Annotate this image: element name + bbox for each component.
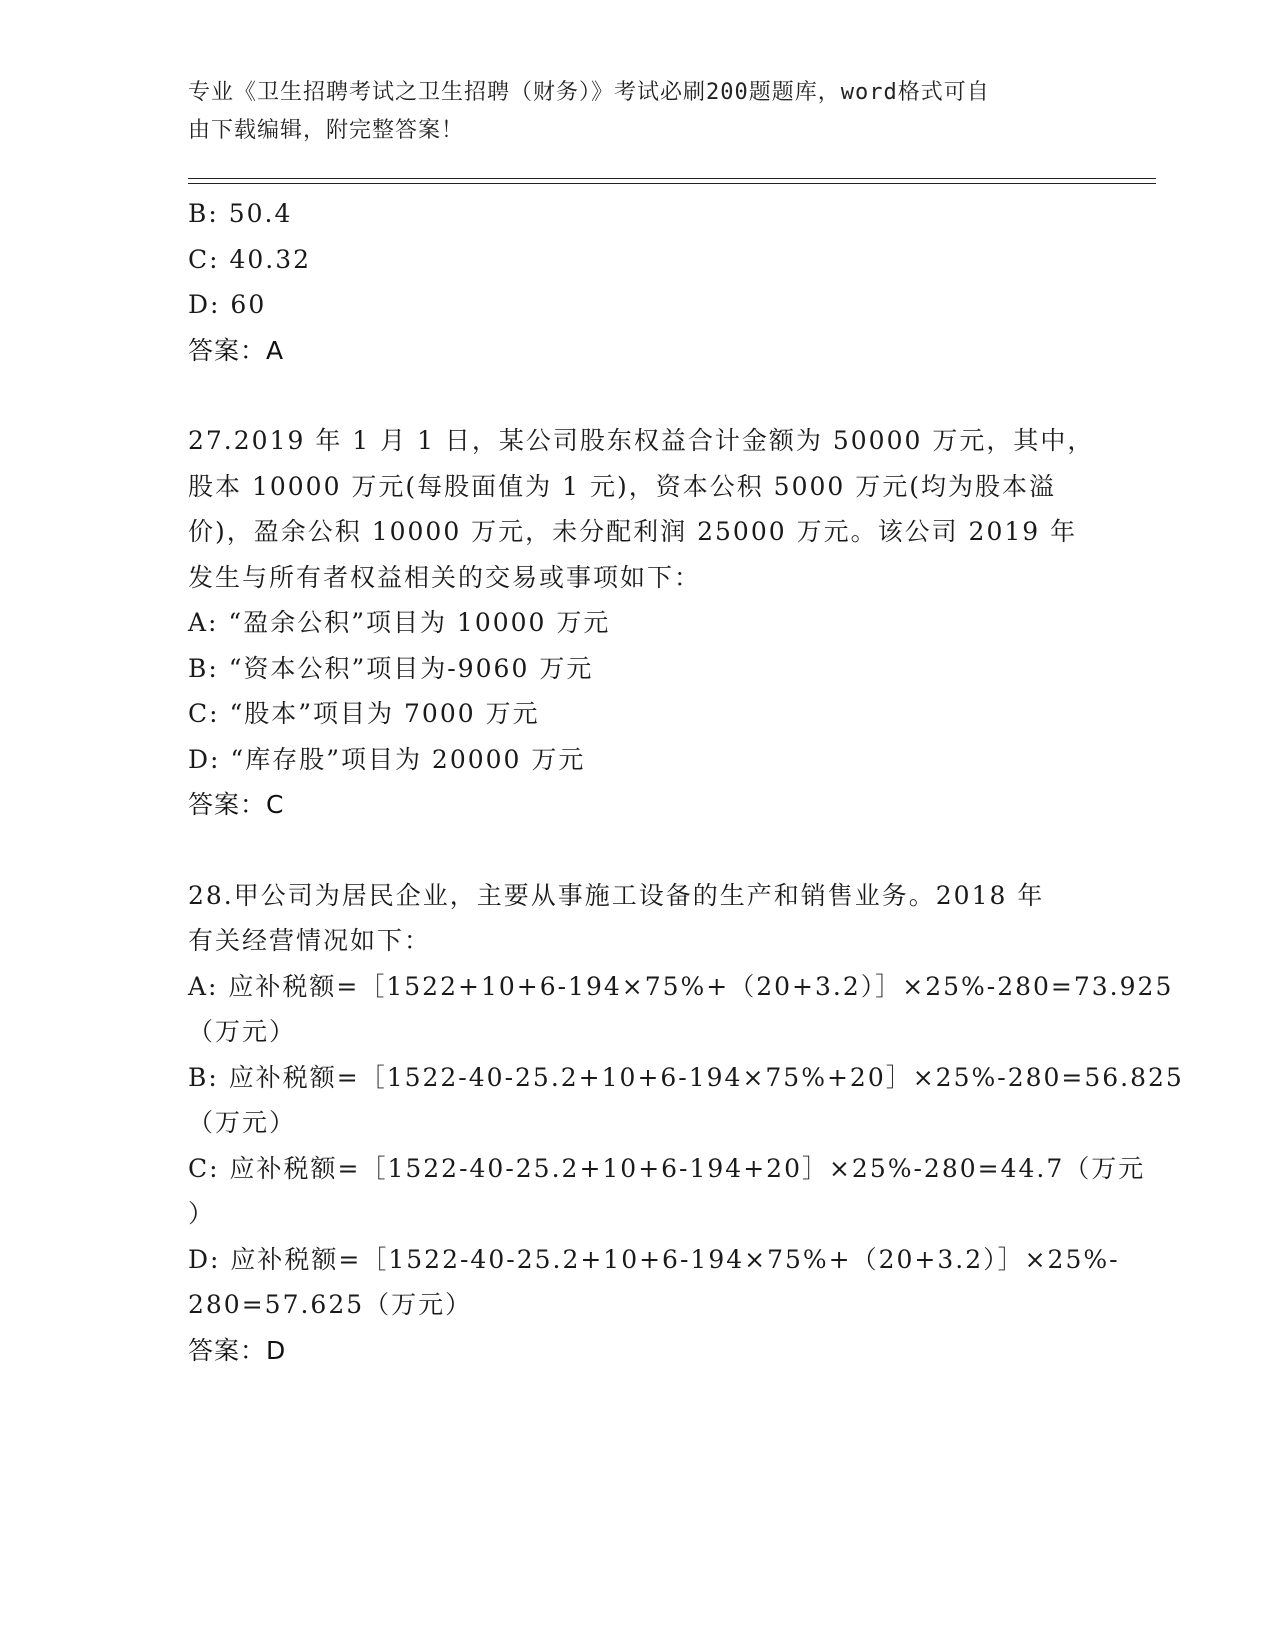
q27-stem-line-4: 发生与所有者权益相关的交易或事项如下： <box>188 562 702 592</box>
document-body <box>188 191 1184 1373</box>
q27-stem-line-3: 价)，盈余公积 10000 万元，未分配利润 25000 万元。该公司 2019 年 <box>188 517 1078 546</box>
q28-option-a-line-1: A: 应补税额=［1522+10+6-194×75%+（20+3.2）］×25%-280=73.925 <box>188 971 1174 1001</box>
header-line-1: 专业《卫生招聘考试之卫生招聘（财务）》考试必刷200题题库，word格式可自 <box>188 80 990 105</box>
q28-option-c-line-2: ） <box>188 1199 216 1228</box>
q28-option-b-line-1: B: 应补税额=［1522-40-25.2+10+6-194×75%+20］×25%-280=56.825 <box>188 1062 1184 1092</box>
q27-option-d: D: “库存股”项目为 20000 万元 <box>188 744 586 774</box>
q28-option-c-line-1: C: 应补税额=［1522-40-25.2+10+6-194+20］×25%-280=44.7（万元 <box>188 1153 1146 1183</box>
q28-option-d-line-1: D: 应补税额=［1522-40-25.2+10+6-194×75%+（20+3.2）］×25%- <box>188 1244 1120 1274</box>
q26-option-c: C: 40.32 <box>188 244 312 274</box>
header-line-2: 由下载编辑，附完整答案！ <box>188 118 465 143</box>
document-header <box>188 74 1068 150</box>
question-26-block <box>188 191 1088 373</box>
spacer <box>188 373 1088 418</box>
question-28-block <box>188 873 1184 1374</box>
q27-stem-line-2: 股本 10000 万元(每股面值为 1 元)，资本公积 5000 万元(均为股本溢 <box>188 471 1057 501</box>
q28-option-a-line-2: （万元） <box>188 1017 297 1046</box>
header-divider-bottom <box>188 183 1156 184</box>
q26-option-b: B: 50.4 <box>188 199 293 228</box>
q27-option-a: A: “盈余公积”项目为 10000 万元 <box>188 608 611 637</box>
q28-option-d-line-2: 280=57.625（万元） <box>188 1290 473 1319</box>
q27-option-b: B: “资本公积”项目为-9060 万元 <box>188 653 594 683</box>
q27-option-c: C: “股本”项目为 7000 万元 <box>188 699 540 728</box>
q28-answer: 答案：D <box>188 1335 287 1365</box>
q28-stem-line-2: 有关经营情况如下： <box>188 926 432 955</box>
q26-option-d: D: 60 <box>188 290 267 319</box>
q28-stem-line-1: 28.甲公司为居民企业，主要从事施工设备的生产和销售业务。2018 年 <box>188 880 1045 910</box>
header-divider-top <box>188 178 1156 179</box>
q27-answer: 答案：C <box>188 790 285 819</box>
q26-answer: 答案：A <box>188 335 285 365</box>
q27-stem-line-1: 27.2019 年 1 月 1 日，某公司股东权益合计金额为 50000 万元，其中， <box>188 426 1095 455</box>
question-27-block <box>188 418 1095 828</box>
q28-option-b-line-2: （万元） <box>188 1108 297 1137</box>
spacer <box>188 828 1088 873</box>
